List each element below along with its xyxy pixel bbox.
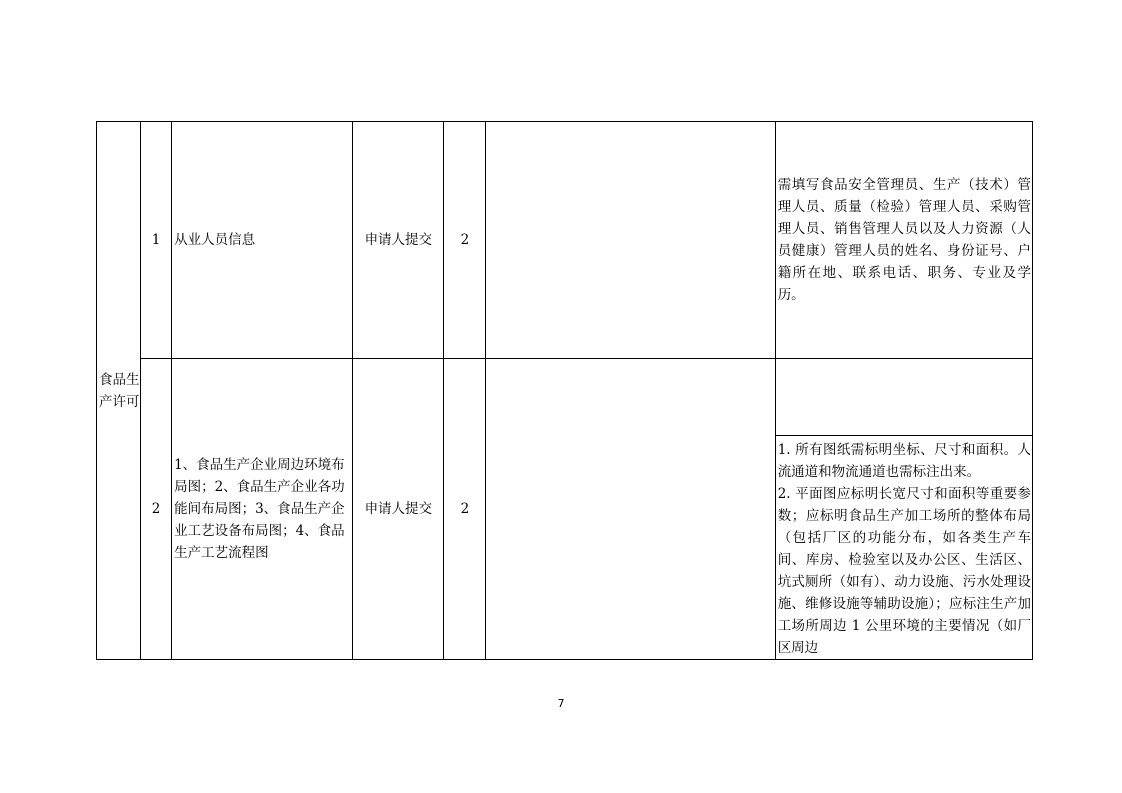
blank-cell xyxy=(486,359,775,660)
note-cell xyxy=(775,122,1032,359)
table-row xyxy=(97,359,1033,660)
table-row xyxy=(97,122,1033,359)
note-empty-section xyxy=(776,359,1032,436)
submitter-cell: 申请人提交 xyxy=(353,359,444,660)
category-cell xyxy=(97,122,141,660)
note-line: 1. 所有图纸需标明坐标、尺寸和面积。人流通道和物流通道也需标注出来。 xyxy=(777,442,1031,480)
material-name-cell xyxy=(172,359,353,660)
submitter-cell: 申请人提交 xyxy=(353,122,444,359)
note-section xyxy=(776,436,1032,659)
note-text: 需填写食品安全管理员、生产（技术）管理人员、质量（检验）管理人员、采购管理人员、销售管理人员以及人力资源（人员健康）管理人员的姓名、身份证号、户籍所在地、联系电话、职务、专业及学历。 xyxy=(777,177,1031,303)
material-name-cell xyxy=(172,122,353,359)
row-number: 2 xyxy=(141,359,172,660)
blank-cell xyxy=(486,122,775,359)
quantity-cell: 2 xyxy=(444,122,486,359)
quantity-cell: 2 xyxy=(444,359,486,660)
note-line: 2. 平面图应标明长宽尺寸和面积等重要参数；应标明食品生产加工场所的整体布局（包括厂区的功能分布，如各类生产车间、库房、检验室以及办公区、生活区、坑式厕所（如有）、动力设施、污水处理设施、维修设施等辅助设施）；应标注生产加工场所周边 1 公里环境的主要情况（如厂区周边 xyxy=(777,486,1031,656)
material-name: 1、食品生产企业周边环境布局图；2、食品生产企业各功能间布局图；3、食品生产企业工艺设备布局图；4、食品生产工艺流程图 xyxy=(174,457,345,561)
material-name: 从业人员信息 xyxy=(174,232,256,248)
row-number: 1 xyxy=(141,122,172,359)
category-label: 食品生产许可 xyxy=(99,371,140,410)
note-cell xyxy=(775,359,1032,660)
requirements-table xyxy=(96,121,1033,660)
page-number: 7 xyxy=(557,697,565,710)
